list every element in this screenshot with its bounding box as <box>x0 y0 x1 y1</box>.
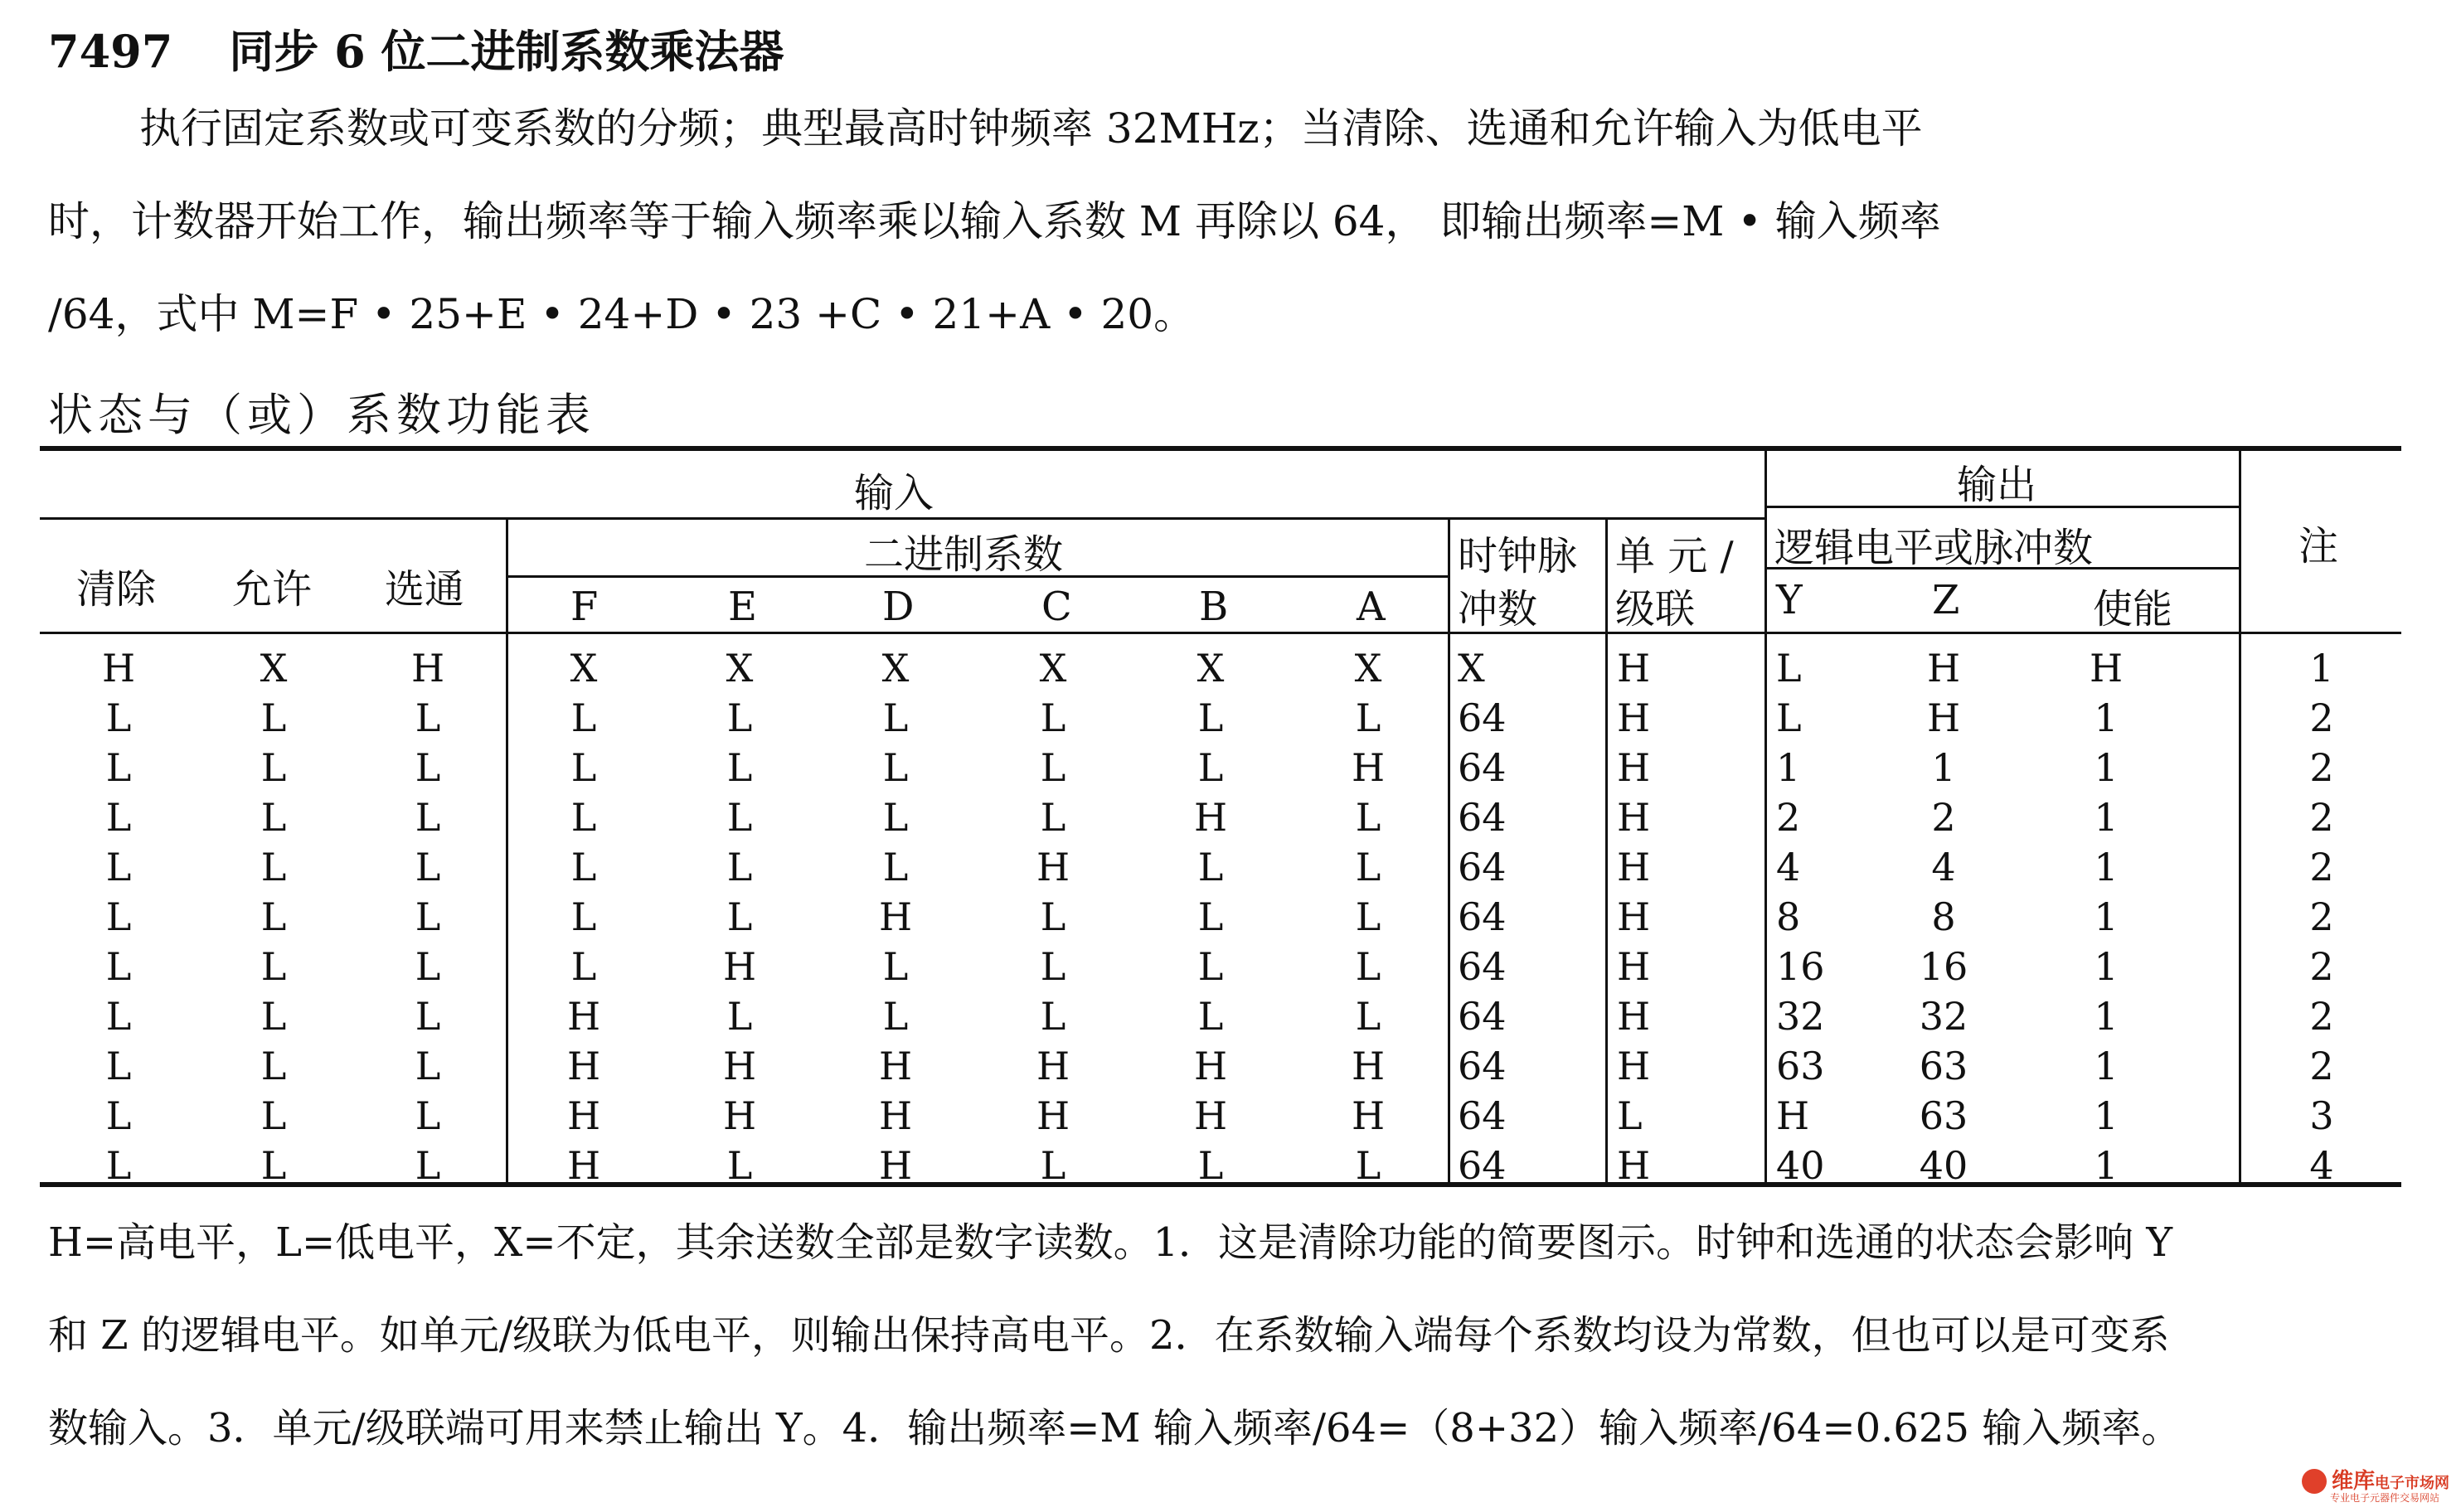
cell-coef-b: H <box>1193 795 1228 840</box>
watermark-logo <box>2302 1462 2459 1509</box>
chip-code: 7497 <box>48 25 173 78</box>
header-coef-b: B <box>1199 584 1229 630</box>
table-row <box>0 743 2461 792</box>
cell-enable: 1 <box>2094 894 2119 939</box>
cell-strobe: L <box>415 994 441 1039</box>
cell-enable: 1 <box>2094 1143 2119 1188</box>
cell-z: 63 <box>1919 1044 1968 1088</box>
cell-note: 2 <box>2309 894 2334 939</box>
header-strobe: 选通 <box>385 566 465 613</box>
header-logic: 逻辑电平或脉冲数 <box>1774 525 2094 571</box>
cell-clear: L <box>105 1143 132 1188</box>
cell-coef-e: H <box>722 1093 757 1138</box>
cell-y: L <box>1776 646 1802 691</box>
table-row <box>0 792 2461 842</box>
cell-coef-b: H <box>1193 1044 1228 1088</box>
logo-mark-icon <box>2302 1469 2327 1494</box>
cell-strobe: L <box>415 1093 441 1138</box>
cell-unit: H <box>1617 695 1651 740</box>
cell-coef-c: H <box>1036 1093 1070 1138</box>
cell-coef-f: H <box>566 1143 601 1188</box>
cell-clear: L <box>105 795 132 840</box>
cell-allow: L <box>260 994 287 1039</box>
cell-clock: 64 <box>1458 1093 1507 1138</box>
cell-y: 4 <box>1776 845 1801 889</box>
cell-coef-b: H <box>1193 1093 1228 1138</box>
cell-clear: L <box>105 845 132 889</box>
description-line-2: 时，计数器开始工作，输出频率等于输入频率乘以输入系数 M 再除以 64， 即输出频率=M • 输入频率 <box>48 197 1941 245</box>
cell-coef-d: X <box>881 646 910 691</box>
header-output: 输出 <box>1957 462 2037 508</box>
cell-strobe: L <box>415 1044 441 1088</box>
cell-coef-f: H <box>566 1093 601 1138</box>
cell-enable: 1 <box>2094 1093 2119 1138</box>
header-clear: 清除 <box>76 566 157 613</box>
cell-coef-f: H <box>566 1044 601 1088</box>
cell-unit: L <box>1617 1093 1643 1138</box>
cell-clock: 64 <box>1458 894 1507 939</box>
cell-coef-e: L <box>726 994 753 1039</box>
cell-coef-f: L <box>570 894 597 939</box>
table-row <box>0 643 2461 693</box>
cell-note: 2 <box>2309 695 2334 740</box>
cell-unit: H <box>1617 894 1651 939</box>
cell-coef-f: L <box>570 845 597 889</box>
cell-coef-d: L <box>882 845 909 889</box>
cell-unit: H <box>1617 646 1651 691</box>
cell-coef-c: L <box>1040 745 1066 790</box>
cell-clear: L <box>105 994 132 1039</box>
cell-coef-c: L <box>1040 994 1066 1039</box>
cell-coef-c: L <box>1040 695 1066 740</box>
cell-clock: 64 <box>1458 1044 1507 1088</box>
cell-coef-a: L <box>1355 695 1381 740</box>
cell-z: H <box>1926 695 1961 740</box>
cell-strobe: L <box>415 795 441 840</box>
cell-enable: 1 <box>2094 745 2119 790</box>
cell-unit: H <box>1617 745 1651 790</box>
cell-clock: 64 <box>1458 944 1507 989</box>
cell-coef-b: L <box>1197 894 1224 939</box>
cell-note: 4 <box>2309 1143 2334 1188</box>
table-row <box>0 1141 2461 1190</box>
cell-coef-a: L <box>1355 795 1381 840</box>
cell-coef-c: H <box>1036 1044 1070 1088</box>
cell-z: 2 <box>1931 795 1956 840</box>
cell-z: 8 <box>1931 894 1956 939</box>
cell-clock: 64 <box>1458 1143 1507 1188</box>
cell-allow: L <box>260 1044 287 1088</box>
table-row <box>0 991 2461 1041</box>
cell-note: 1 <box>2309 646 2334 691</box>
footnote-line-3: 数输入。3．单元/级联端可用来禁止输出 Y。4．输出频率=M 输入频率/64=（8+32）输入频率/64=0.625 输入频率。 <box>48 1405 2182 1451</box>
cell-note: 2 <box>2309 795 2334 840</box>
header-y: Y <box>1776 577 1803 623</box>
table-row <box>0 1041 2461 1091</box>
cell-coef-a: L <box>1355 845 1381 889</box>
header-input: 输入 <box>854 470 934 516</box>
cell-coef-e: L <box>726 695 753 740</box>
cell-coef-d: H <box>878 1093 913 1138</box>
cell-clear: L <box>105 1093 132 1138</box>
cell-z: 32 <box>1919 994 1968 1039</box>
cell-strobe: H <box>410 646 445 691</box>
cell-coef-f: H <box>566 994 601 1039</box>
cell-allow: L <box>260 845 287 889</box>
cell-note: 2 <box>2309 845 2334 889</box>
cell-coef-e: L <box>726 795 753 840</box>
cell-clear: H <box>101 646 136 691</box>
cell-clock: 64 <box>1458 845 1507 889</box>
cell-strobe: L <box>415 894 441 939</box>
cell-coef-d: H <box>878 1044 913 1088</box>
cell-allow: L <box>260 695 287 740</box>
header-clock-line2: 冲数 <box>1458 586 1538 632</box>
cell-coef-e: L <box>726 894 753 939</box>
document-title <box>48 17 784 80</box>
cell-coef-a: X <box>1354 646 1382 691</box>
cell-enable: H <box>2089 646 2124 691</box>
cell-clear: L <box>105 745 132 790</box>
header-unit-line2: 级联 <box>1615 586 1696 632</box>
cell-unit: H <box>1617 795 1651 840</box>
cell-enable: 1 <box>2094 845 2119 889</box>
cell-z: 16 <box>1919 944 1968 989</box>
logo-name: 维库电子市场网 <box>2332 1469 2450 1494</box>
cell-coef-c: L <box>1040 795 1066 840</box>
cell-note: 3 <box>2309 1093 2334 1138</box>
cell-coef-b: X <box>1197 646 1225 691</box>
table-row <box>0 693 2461 743</box>
cell-allow: L <box>260 1093 287 1138</box>
cell-note: 2 <box>2309 944 2334 989</box>
cell-y: 2 <box>1776 795 1801 840</box>
table-row <box>0 842 2461 892</box>
header-binary-coef: 二进制系数 <box>864 531 1064 578</box>
table-row <box>0 892 2461 942</box>
cell-coef-d: L <box>882 994 909 1039</box>
table-row <box>0 942 2461 991</box>
cell-clear: L <box>105 894 132 939</box>
cell-coef-f: X <box>570 646 598 691</box>
cell-coef-c: L <box>1040 1143 1066 1188</box>
cell-coef-e: L <box>726 845 753 889</box>
cell-unit: H <box>1617 1143 1651 1188</box>
cell-y: H <box>1776 1093 1810 1138</box>
cell-enable: 1 <box>2094 695 2119 740</box>
header-unit-line1: 单 元 / <box>1615 533 1734 579</box>
header-coef-e: E <box>728 584 758 630</box>
cell-coef-b: L <box>1197 845 1224 889</box>
chip-name: 同步 6 位二进制系数乘法器 <box>229 25 784 78</box>
cell-allow: L <box>260 944 287 989</box>
cell-coef-f: L <box>570 795 597 840</box>
cell-coef-a: H <box>1351 1044 1386 1088</box>
cell-y: 40 <box>1776 1143 1825 1188</box>
cell-enable: 1 <box>2094 1044 2119 1088</box>
description-line-1: 执行固定系数或可变系数的分频；典型最高时钟频率 32MHz；当清除、选通和允许输入为低电平 <box>139 104 1923 153</box>
cell-coef-e: H <box>722 1044 757 1088</box>
header-clock-line1: 时钟脉 <box>1458 533 1578 579</box>
cell-enable: 1 <box>2094 795 2119 840</box>
cell-coef-a: L <box>1355 894 1381 939</box>
table-top-rule <box>40 446 2401 451</box>
cell-z: 40 <box>1919 1143 1968 1188</box>
cell-enable: 1 <box>2094 994 2119 1039</box>
cell-allow: L <box>260 795 287 840</box>
header-allow: 允许 <box>232 566 313 613</box>
cell-coef-b: L <box>1197 695 1224 740</box>
cell-allow: L <box>260 894 287 939</box>
cell-coef-d: L <box>882 695 909 740</box>
table-title: 状态与（或）系数功能表 <box>48 389 595 441</box>
cell-coef-e: L <box>726 745 753 790</box>
cell-y: 8 <box>1776 894 1801 939</box>
cell-coef-b: L <box>1197 745 1224 790</box>
cell-z: 63 <box>1919 1093 1968 1138</box>
cell-clear: L <box>105 944 132 989</box>
cell-coef-d: L <box>882 944 909 989</box>
header-coef-d: D <box>882 584 915 630</box>
cell-coef-e: H <box>722 944 757 989</box>
cell-coef-c: L <box>1040 894 1066 939</box>
cell-coef-f: L <box>570 745 597 790</box>
cell-allow: L <box>260 1143 287 1188</box>
cell-coef-d: L <box>882 795 909 840</box>
cell-coef-a: L <box>1355 1143 1381 1188</box>
cell-z: 1 <box>1931 745 1956 790</box>
cell-coef-d: H <box>878 894 913 939</box>
cell-coef-e: L <box>726 1143 753 1188</box>
header-z: Z <box>1932 577 1960 623</box>
cell-strobe: L <box>415 745 441 790</box>
cell-allow: L <box>260 745 287 790</box>
cell-coef-a: L <box>1355 994 1381 1039</box>
cell-coef-a: L <box>1355 944 1381 989</box>
header-note: 注 <box>2298 523 2339 569</box>
cell-y: 63 <box>1776 1044 1825 1088</box>
header-coef-f: F <box>570 584 599 630</box>
cell-clock: 64 <box>1458 994 1507 1039</box>
cell-coef-f: L <box>570 944 597 989</box>
cell-enable: 1 <box>2094 944 2119 989</box>
table-row <box>0 1091 2461 1141</box>
header-enable: 使能 <box>2093 586 2173 632</box>
cell-coef-c: L <box>1040 944 1066 989</box>
cell-y: 32 <box>1776 994 1825 1039</box>
cell-coef-c: H <box>1036 845 1070 889</box>
header-coef-a: A <box>1357 584 1386 630</box>
cell-strobe: L <box>415 944 441 989</box>
header-bottom-rule <box>40 632 2401 634</box>
cell-coef-a: H <box>1351 745 1386 790</box>
cell-coef-a: H <box>1351 1093 1386 1138</box>
cell-allow: X <box>260 646 288 691</box>
footnote-line-1: H=高电平，L=低电平，X=不定，其余送数全部是数字读数。1．这是清除功能的简要图示。时钟和选通的状态会影响 Y <box>48 1219 2173 1266</box>
cell-unit: H <box>1617 845 1651 889</box>
cell-z: H <box>1926 646 1961 691</box>
cell-coef-b: L <box>1197 994 1224 1039</box>
cell-coef-b: L <box>1197 1143 1224 1188</box>
cell-clock: 64 <box>1458 745 1507 790</box>
cell-y: 16 <box>1776 944 1825 989</box>
cell-y: L <box>1776 695 1802 740</box>
cell-coef-e: X <box>726 646 754 691</box>
cell-coef-c: X <box>1039 646 1067 691</box>
cell-strobe: L <box>415 1143 441 1188</box>
cell-clock: 64 <box>1458 695 1507 740</box>
cell-strobe: L <box>415 695 441 740</box>
cell-strobe: L <box>415 845 441 889</box>
description-line-3: /64，式中 M=F • 25+E • 24+D • 23 +C • 21+A • 20。 <box>48 290 1196 338</box>
cell-coef-f: L <box>570 695 597 740</box>
cell-note: 2 <box>2309 745 2334 790</box>
cell-y: 1 <box>1776 745 1801 790</box>
cell-clear: L <box>105 1044 132 1088</box>
footnote-line-2: 和 Z 的逻辑电平。如单元/级联为低电平，则输出保持高电平。2．在系数输入端每个系数均设为常数，但也可以是可变系 <box>48 1312 2170 1359</box>
cell-clock: X <box>1458 646 1485 691</box>
header-coef-c: C <box>1041 584 1072 630</box>
cell-coef-d: L <box>882 745 909 790</box>
cell-z: 4 <box>1931 845 1956 889</box>
cell-unit: H <box>1617 994 1651 1039</box>
cell-coef-d: H <box>878 1143 913 1188</box>
cell-clear: L <box>105 695 132 740</box>
logo-tagline: 专业电子元器件交易网站 <box>2330 1492 2440 1504</box>
cell-unit: H <box>1617 944 1651 989</box>
cell-clock: 64 <box>1458 795 1507 840</box>
cell-note: 2 <box>2309 994 2334 1039</box>
cell-coef-b: L <box>1197 944 1224 989</box>
cell-unit: H <box>1617 1044 1651 1088</box>
cell-note: 2 <box>2309 1044 2334 1088</box>
